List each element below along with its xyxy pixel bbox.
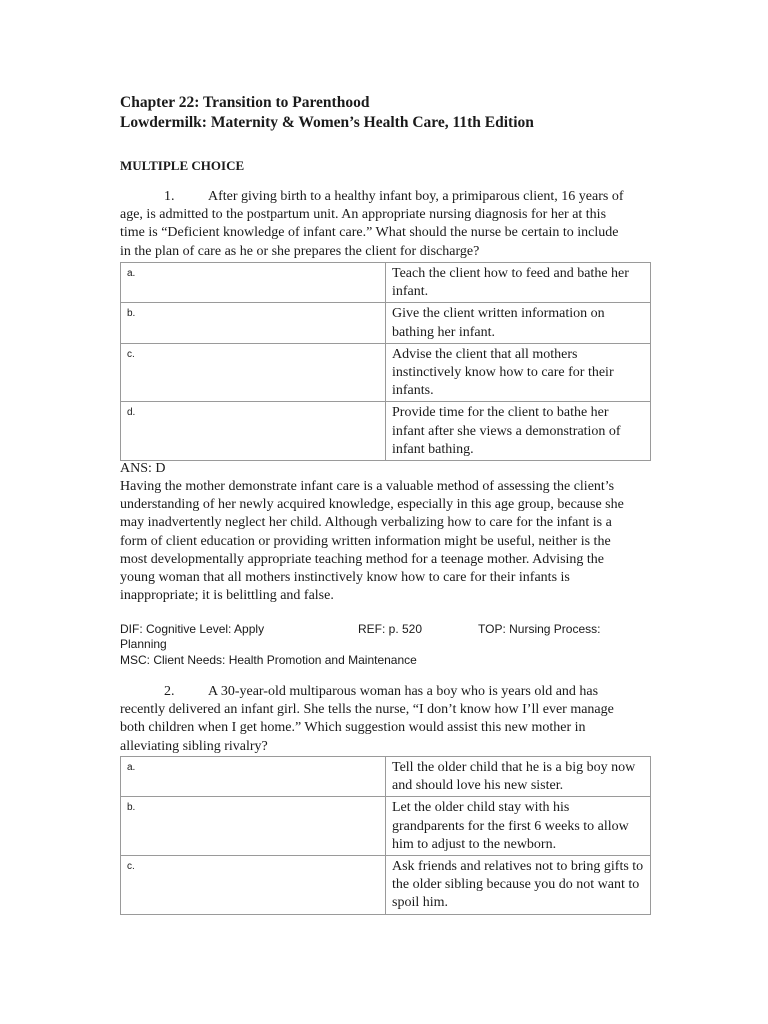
difficulty-label: DIF: Cognitive Level: Apply <box>120 622 265 636</box>
rationale-line: form of client education or providing written information might be useful, neither is the <box>120 533 611 549</box>
rationale-line: Having the mother demonstrate infant care is a valuable method of assessing the client’s <box>120 479 615 494</box>
rationale-line: may inadvertently neglect her child. Although verbalizing how to care for the infant is a <box>120 515 612 531</box>
choice-text: Let the older child stay with his grandparents for the first 6 weeks to allow him to adjust to the newborn. <box>386 797 651 856</box>
rationale <box>120 478 660 605</box>
topic-continued: Planning <box>120 637 167 651</box>
rationale-line: most developmentally appropriate teaching method for a teenage mother. Advising the <box>120 551 605 567</box>
question-number: 1. <box>164 189 175 204</box>
choice-text: Provide time for the client to bathe her infant after she views a demonstration of infant bathing. <box>386 402 651 461</box>
section-heading: MULTIPLE CHOICE <box>120 158 245 173</box>
choice-text: Teach the client how to feed and bathe her infant. <box>386 263 651 303</box>
choice-row <box>121 402 651 461</box>
choice-letter: b. <box>121 797 386 856</box>
choice-row <box>121 303 651 343</box>
choice-letter: d. <box>121 402 386 461</box>
client-needs-label: MSC: Client Needs: Health Promotion and Maintenance <box>120 653 417 667</box>
stem-line: After giving birth to a healthy infant boy, a primiparous client, 16 years of <box>208 189 624 204</box>
choice-row <box>121 856 651 915</box>
stem-line: in the plan of care as he or she prepares the client for discharge? <box>120 243 480 259</box>
reference-label: REF: p. 520 <box>358 622 423 636</box>
book-title: Lowdermilk: Maternity & Women’s Health Care, 11th Edition <box>120 114 534 131</box>
choice-letter: c. <box>121 856 386 915</box>
question-1-stem <box>120 188 650 261</box>
choice-letter: a. <box>121 757 386 797</box>
topic-label: TOP: Nursing Process: <box>478 622 601 636</box>
rationale-line: inappropriate; it is belittling and false. <box>120 588 334 604</box>
choice-text: Give the client written information on bathing her infant. <box>386 303 651 343</box>
choice-row <box>121 757 651 797</box>
rationale-line: understanding of her newly acquired knowledge, especially in this age group, because she <box>120 497 624 513</box>
stem-line: time is “Deficient knowledge of infant care.” What should the nurse be certain to include <box>120 225 619 241</box>
choice-text: Tell the older child that he is a big boy now and should love his new sister. <box>386 757 651 797</box>
choice-letter: b. <box>121 303 386 343</box>
question-number: 2. <box>164 684 175 699</box>
stem-line: recently delivered an infant girl. She tells the nurse, “I don’t know how I’ll ever manage <box>120 702 614 718</box>
choice-text: Advise the client that all mothers instinctively know how to care for their infants. <box>386 343 651 402</box>
choice-letter: c. <box>121 343 386 402</box>
stem-line: age, is admitted to the postpartum unit. An appropriate nursing diagnosis for her at this <box>120 207 607 223</box>
chapter-title: Chapter 22: Transition to Parenthood <box>120 94 370 111</box>
choice-row <box>121 343 651 402</box>
question-2-choices <box>120 756 651 915</box>
answer-key: ANS: D <box>120 461 166 476</box>
choice-letter: a. <box>121 263 386 303</box>
question-2-stem <box>120 683 650 756</box>
choice-row <box>121 263 651 303</box>
stem-line: alleviating sibling rivalry? <box>120 738 268 754</box>
stem-line: A 30-year-old multiparous woman has a boy who is years old and has <box>208 684 599 699</box>
question-1-choices <box>120 262 651 461</box>
choice-row <box>121 797 651 856</box>
choice-text: Ask friends and relatives not to bring gifts to the older sibling because you do not want to spoil him. <box>386 856 651 915</box>
rationale-line: young woman that all mothers instinctively know how to care for their infants is <box>120 570 570 586</box>
stem-line: both children when I get home.” Which suggestion would assist this new mother in <box>120 720 586 736</box>
